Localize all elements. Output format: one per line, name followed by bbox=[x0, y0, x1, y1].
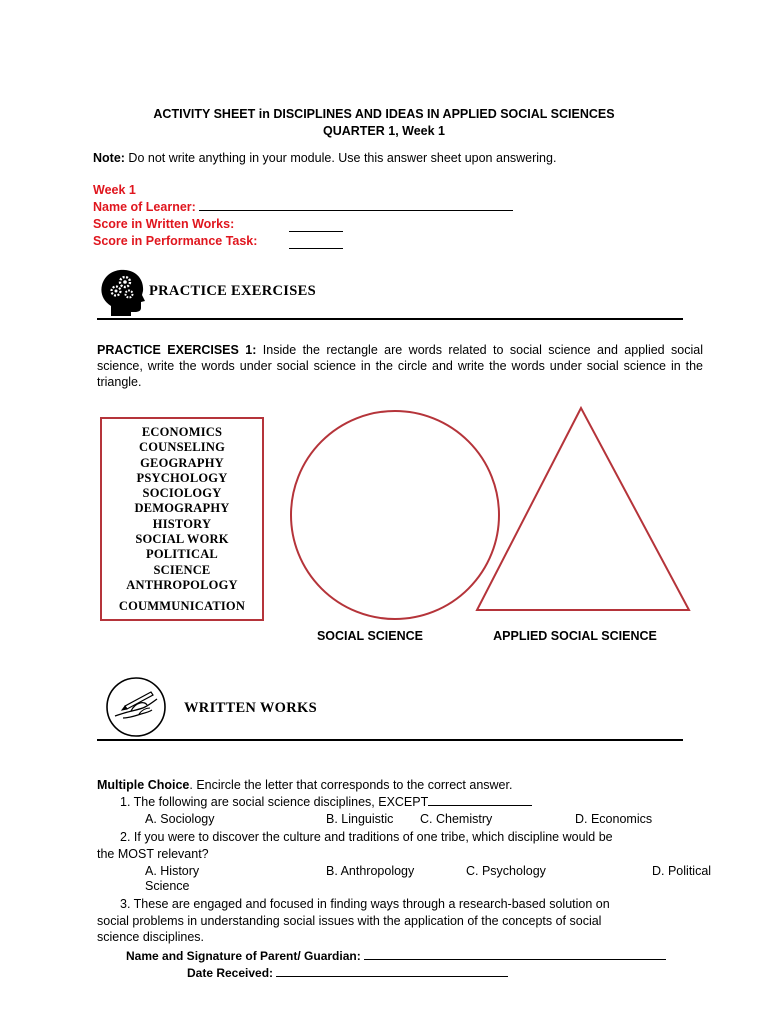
triangle-label: APPLIED SOCIAL SCIENCE bbox=[493, 629, 657, 643]
performance-score-label: Score in Performance Task: bbox=[93, 234, 258, 248]
q1-option-a[interactable]: A. Sociology bbox=[145, 812, 215, 826]
q2-option-d[interactable]: D. Political bbox=[652, 864, 712, 878]
head-gears-icon bbox=[97, 268, 147, 318]
question-2-line2: the MOST relevant? bbox=[97, 847, 209, 861]
q2-option-b[interactable]: B. Anthropology bbox=[326, 864, 415, 878]
word-item: DEMOGRAPHY bbox=[134, 501, 230, 516]
word-item: GEOGRAPHY bbox=[140, 455, 224, 470]
learner-name-label: Name of Learner: bbox=[93, 200, 200, 214]
word-item: HISTORY bbox=[152, 516, 212, 531]
practice-exercise-label: PRACTICE EXERCISES 1: bbox=[97, 343, 257, 357]
word-item: ANTHROPOLOGY bbox=[126, 577, 238, 592]
mc-text: . Encircle the letter that corresponds to the correct answer. bbox=[189, 778, 513, 792]
practice-heading: PRACTICE EXERCISES bbox=[149, 283, 316, 299]
question-3-line3: science disciplines. bbox=[97, 930, 204, 944]
note-label: Note: bbox=[93, 151, 125, 165]
date-label: Date Received: bbox=[187, 966, 277, 980]
word-item: SCIENCE bbox=[153, 562, 211, 577]
q2-option-c[interactable]: C. Psychology bbox=[466, 864, 546, 878]
circle-label: SOCIAL SCIENCE bbox=[316, 629, 424, 643]
learner-name-row bbox=[93, 200, 513, 214]
q2-option-a[interactable]: A. History bbox=[145, 864, 200, 878]
q1-option-d[interactable]: D. Economics bbox=[575, 812, 653, 826]
practice-exercise-text: Inside the rectangle are words related to social science and applied social science, write the words under social science in the circle and write the words under social science in the triangle. bbox=[97, 343, 703, 389]
word-item: COUMMUNICATION bbox=[118, 599, 246, 613]
practice-divider bbox=[97, 318, 683, 320]
word-item: SOCIOLOGY bbox=[142, 486, 222, 501]
word-item: PSYCHOLOGY bbox=[136, 470, 228, 485]
question-3-line1: 3. These are engaged and focused in finding ways through a research-based solution on bbox=[120, 897, 610, 911]
note bbox=[93, 151, 556, 165]
word-item: SOCIAL WORK bbox=[135, 532, 229, 547]
performance-score-blank[interactable] bbox=[289, 234, 343, 249]
q1-option-b[interactable]: B. Linguistic bbox=[326, 812, 394, 826]
question-1 bbox=[120, 794, 532, 810]
written-score-blank[interactable] bbox=[289, 217, 343, 232]
note-text: Do not write anything in your module. Use this answer sheet upon answering. bbox=[124, 151, 557, 165]
written-heading: WRITTEN WORKS bbox=[184, 700, 317, 716]
sheet-title: ACTIVITY SHEET in DISCIPLINES AND IDEAS IN APPLIED SOCIAL SCIENCES bbox=[153, 107, 615, 121]
word-item: POLITICAL bbox=[146, 547, 218, 562]
signature-label: Name and Signature of Parent/ Guardian: bbox=[126, 949, 365, 963]
social-science-circle[interactable] bbox=[288, 408, 502, 622]
word-list bbox=[102, 425, 262, 593]
question-1-text: 1. The following are social science disciplines, EXCEPT bbox=[120, 795, 429, 809]
signature-row bbox=[126, 949, 666, 963]
q1-option-c[interactable]: C. Chemistry bbox=[420, 812, 493, 826]
word-box bbox=[100, 417, 264, 621]
week-label: Week 1 bbox=[93, 183, 136, 197]
hand-writing-icon bbox=[105, 676, 167, 738]
learner-name-blank[interactable] bbox=[199, 210, 513, 211]
word-item: ECONOMICS bbox=[141, 425, 223, 439]
word-item: COUNSELING bbox=[138, 440, 226, 455]
signature-blank[interactable] bbox=[364, 959, 666, 960]
written-divider bbox=[97, 739, 683, 741]
date-blank[interactable] bbox=[276, 976, 508, 977]
question-2-line1: 2. If you were to discover the culture and traditions of one tribe, which discipline would be bbox=[120, 830, 613, 844]
applied-social-science-triangle[interactable] bbox=[472, 404, 694, 614]
mc-label: Multiple Choice bbox=[97, 778, 190, 792]
practice-instructions bbox=[97, 342, 703, 390]
mc-instructions bbox=[97, 777, 512, 793]
date-row bbox=[187, 966, 508, 980]
question-3-line2: social problems in understanding social issues with the application of the concepts of social bbox=[97, 914, 602, 928]
q2-option-d-cont: Science bbox=[145, 879, 190, 893]
written-score-label: Score in Written Works: bbox=[93, 217, 235, 231]
question-1-blank[interactable] bbox=[428, 805, 532, 806]
sheet-subtitle: QUARTER 1, Week 1 bbox=[322, 124, 446, 138]
